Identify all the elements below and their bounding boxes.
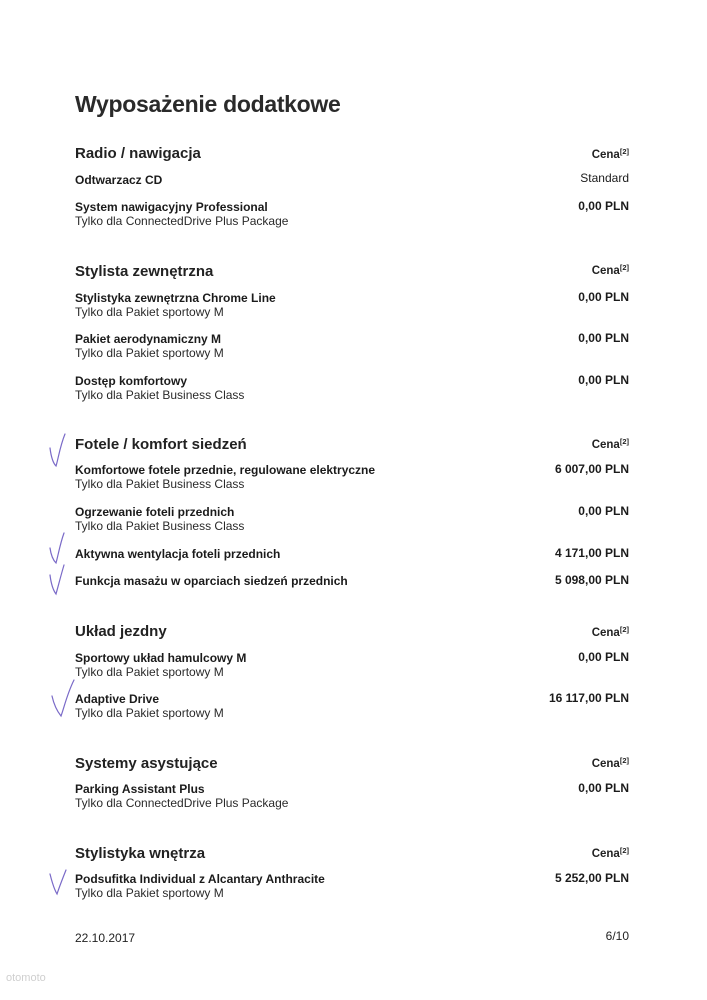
watermark: otomoto <box>6 972 46 984</box>
section-title-radio: Radio / nawigacja <box>75 145 201 162</box>
item-name: Podsufitka Individual z Alcantary Anthracite <box>75 872 325 886</box>
list-item <box>75 200 515 228</box>
item-price: 0,00 PLN <box>578 781 629 795</box>
list-item <box>75 374 515 402</box>
handwritten-check-icon <box>46 866 72 902</box>
price-header-label: Cena <box>591 149 620 161</box>
price-header-label: Cena <box>591 627 620 639</box>
item-note: Tylko dla Pakiet Business Class <box>75 477 245 491</box>
price-header-label: Cena <box>591 848 620 860</box>
item-price: 0,00 PLN <box>578 650 629 664</box>
price-header-label: Cena <box>591 265 620 277</box>
list-item <box>75 574 515 588</box>
item-name: Stylistyka zewnętrzna Chrome Line <box>75 291 276 305</box>
item-price: 0,00 PLN <box>578 504 629 518</box>
handwritten-check-icon <box>44 563 70 601</box>
price-header <box>592 263 629 277</box>
item-price: 6 007,00 PLN <box>554 462 629 476</box>
footnote-mark: [2] <box>619 263 629 272</box>
footnote-mark: [2] <box>619 437 629 446</box>
list-item <box>75 782 515 810</box>
item-name: Odtwarzacz CD <box>75 173 163 187</box>
handwritten-check-icon <box>48 678 78 720</box>
item-name: Aktywna wentylacja foteli przednich <box>75 547 281 561</box>
item-note: Tylko dla Pakiet sportowy M <box>75 665 224 679</box>
list-item <box>75 651 515 679</box>
item-note: Tylko dla ConnectedDrive Plus Package <box>75 214 289 228</box>
handwritten-check-icon <box>44 430 70 470</box>
list-item <box>75 332 515 360</box>
list-item <box>75 505 515 533</box>
price-header-label: Cena <box>591 758 620 770</box>
item-name: System nawigacyjny Professional <box>75 200 268 214</box>
list-item <box>75 872 515 900</box>
footnote-mark: [2] <box>619 846 629 855</box>
section-title-interior: Stylistyka wnętrza <box>75 845 206 862</box>
price-header <box>592 625 629 639</box>
item-note: Tylko dla ConnectedDrive Plus Package <box>75 796 289 810</box>
item-name: Dostęp komfortowy <box>75 374 188 388</box>
footer-date: 22.10.2017 <box>75 931 136 945</box>
item-price: 0,00 PLN <box>578 373 629 387</box>
page-title: Wyposażenie dodatkowe <box>75 91 341 117</box>
item-name: Sportowy układ hamulcowy M <box>75 651 247 665</box>
item-note: Tylko dla Pakiet sportowy M <box>75 886 224 900</box>
item-price: 4 171,00 PLN <box>554 546 629 560</box>
item-note: Tylko dla Pakiet Business Class <box>75 388 245 402</box>
item-price: 0,00 PLN <box>578 199 629 213</box>
section-title-seats: Fotele / komfort siedzeń <box>75 436 247 453</box>
item-price: 0,00 PLN <box>578 290 629 304</box>
item-note: Tylko dla Pakiet sportowy M <box>75 346 224 360</box>
item-name: Ogrzewanie foteli przednich <box>75 505 235 519</box>
item-price: 16 117,00 PLN <box>548 691 629 705</box>
list-item <box>75 291 515 319</box>
item-price: 5 098,00 PLN <box>554 573 629 587</box>
item-name: Komfortowe fotele przednie, regulowane elektryczne <box>75 463 376 477</box>
item-note: Tylko dla Pakiet Business Class <box>75 519 245 533</box>
price-header-label: Cena <box>591 439 620 451</box>
item-name: Pakiet aerodynamiczny M <box>75 332 222 346</box>
footnote-mark: [2] <box>619 625 629 634</box>
page-number: 6/10 <box>605 929 629 943</box>
section-title-exterior: Stylista zewnętrzna <box>75 263 214 280</box>
list-item <box>75 692 515 720</box>
item-name: Funkcja masażu w oparciach siedzeń przednich <box>75 574 348 588</box>
section-title-chassis: Układ jezdny <box>75 623 167 640</box>
section-title-assist: Systemy asystujące <box>75 755 218 772</box>
list-item <box>75 173 515 187</box>
item-name: Adaptive Drive <box>75 692 160 706</box>
price-header <box>592 437 629 451</box>
list-item <box>75 547 515 561</box>
item-price: Standard <box>580 171 629 185</box>
price-header <box>592 147 629 161</box>
footnote-mark: [2] <box>619 147 629 156</box>
item-name: Parking Assistant Plus <box>75 782 205 796</box>
price-header <box>592 846 629 860</box>
price-header <box>592 756 629 770</box>
item-price: 0,00 PLN <box>578 331 629 345</box>
item-note: Tylko dla Pakiet sportowy M <box>75 305 224 319</box>
footnote-mark: [2] <box>619 756 629 765</box>
item-price: 5 252,00 PLN <box>554 871 629 885</box>
list-item <box>75 463 515 491</box>
item-note: Tylko dla Pakiet sportowy M <box>75 706 224 720</box>
